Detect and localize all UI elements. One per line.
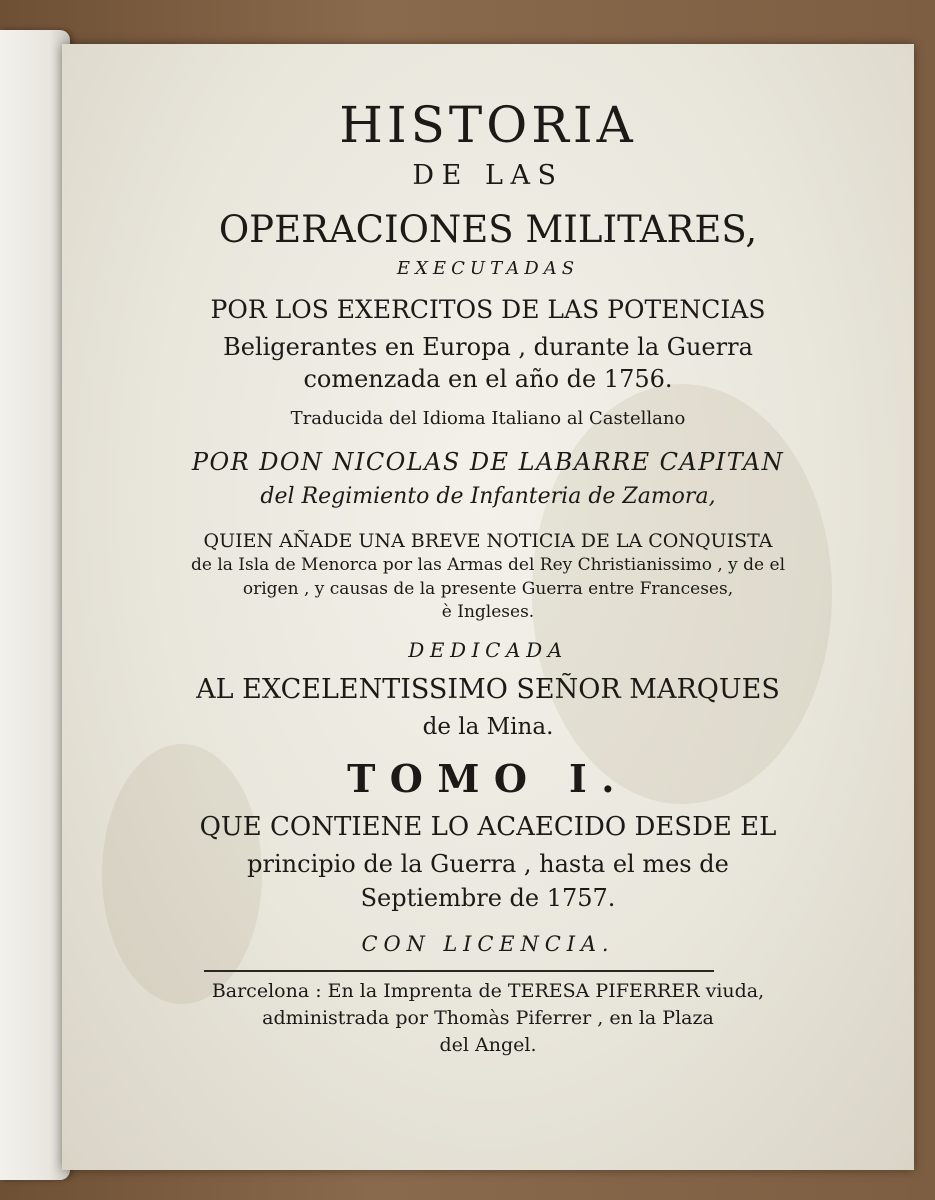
subtitle-line-2: Beligerantes en Europa , durante la Guerra (223, 333, 753, 361)
contents-line-1: QUE CONTIENE LO ACAECIDO DESDE EL (199, 812, 777, 842)
dedicada-line: DEDICADA (408, 638, 568, 662)
translation-note: Traducida del Idioma Italiano al Castellano (290, 408, 686, 429)
subtitle-line-1: POR LOS EXERCITOS DE LAS POTENCIAS (210, 295, 766, 324)
dedication-line-2: de la Mina. (422, 714, 554, 740)
title-connector: DE LAS (412, 160, 564, 191)
imprint-line-1: Barcelona : En la Imprenta de TERESA PIFERRER viuda, (211, 980, 765, 1002)
contents-line-3: Septiembre de 1757. (360, 884, 616, 912)
addition-line-4: è Ingleses. (441, 602, 535, 622)
facing-page-edge (0, 30, 70, 1180)
translator-line-1: POR DON NICOLAS DE LABARRE CAPITAN (191, 448, 785, 476)
translator-line-2: del Regimiento de Infanteria de Zamora, (260, 484, 716, 509)
subtitle-line-3: comenzada en el año de 1756. (303, 365, 673, 393)
licence-line: CON LICENCIA. (361, 932, 615, 956)
book-title: HISTORIA (339, 96, 637, 154)
addition-line-1: QUIEN AÑADE UNA BREVE NOTICIA DE LA CONQUISTA (203, 530, 773, 552)
imprint-line-3: del Angel. (439, 1034, 537, 1056)
title-page (62, 44, 914, 1170)
dedication-line-1: AL EXCELENTISSIMO SEÑOR MARQUES (196, 674, 780, 705)
addition-line-3: origen , y causas de la presente Guerra entre Franceses, (242, 579, 734, 599)
volume-number: TOMO I. (347, 756, 629, 801)
addition-line-2: de la Isla de Menorca por las Armas del Rey Christianissimo , y de el (190, 555, 786, 575)
contents-line-2: principio de la Guerra , hasta el mes de (247, 850, 729, 878)
imprint-line-2: administrada por Thomàs Piferrer , en la Plaza (262, 1007, 714, 1029)
executadas-line: EXECUTADAS (396, 258, 580, 279)
book-subject: OPERACIONES MILITARES, (218, 208, 758, 251)
imprint-rule (204, 970, 714, 972)
